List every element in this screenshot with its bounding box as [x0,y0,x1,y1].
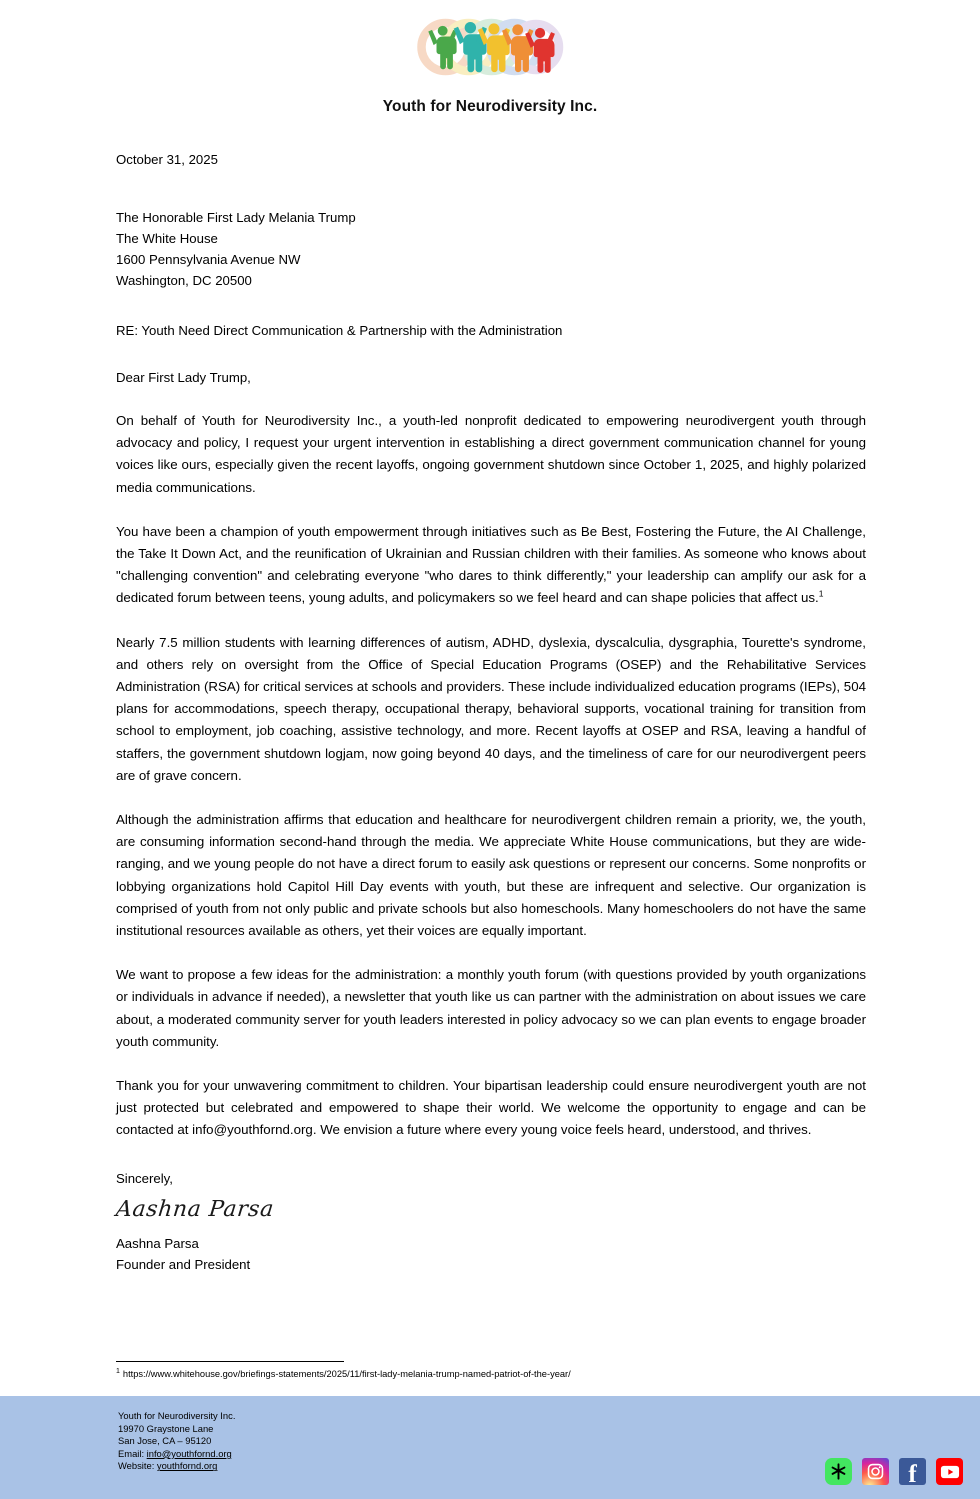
signer-name: Aashna Parsa [116,1235,199,1251]
footer-email-label: Email: [118,1447,147,1459]
youtube-icon[interactable] [936,1458,963,1485]
letterhead [0,0,980,116]
footnote-area [116,1361,876,1381]
signature-image: Aashna Parsa [114,1196,276,1222]
facebook-icon[interactable] [899,1458,926,1485]
letter-date: October 31, 2025 [116,152,218,167]
five-people-holding-hands-logo [403,14,578,86]
page-footer [0,1396,980,1499]
body-paragraph: Although the administration affirms that education and healthcare for neurodivergent children remain a priority, we, the youth, are consuming information second-hand through the media. We appreciate White House communications, but they are wide-ranging, and we young people do not have a direct forum to easily ask questions or represent our concerns. Some nonprofits or lobbying organizations hold Capitol Hill Day events with youth, but these are infrequent and selective. Our organization is comprised of youth from not only public and private schools but also homeschools. Many homeschoolers do not have the same institutional resources available as others, yet their voices are equally important. [116,812,866,939]
footer-website-line [118,1460,235,1473]
recipient-address [116,207,866,291]
closing: Sincerely, [116,1170,173,1186]
footer-website-label: Website: [118,1460,157,1472]
footer-org-name: Youth for Neurodiversity Inc. [118,1410,236,1421]
body-paragraph [116,521,866,610]
recipient-line: Washington, DC 20500 [116,273,252,288]
salutation: Dear First Lady Trump, [116,370,251,385]
footer-website-link[interactable]: youthfornd.org [156,1460,218,1472]
body-paragraph: We want to propose a few ideas for the administration: a monthly youth forum (with questions provided by youth organizations or individuals in advance if needed), a newsletter that youth like us can partner with the administration on about issues we care about, a moderated community server for youth leaders interested in policy advocacy so we can plan events to engage broader youth community. [116,967,866,1049]
footer-city-state-zip: San Jose, CA – 95120 [118,1435,212,1447]
linktree-icon[interactable] [825,1458,852,1485]
instagram-icon[interactable] [862,1458,889,1485]
footnote-marker: 1 [818,589,824,599]
footer-street: 19970 Graystone Lane [118,1422,214,1434]
subject-line: RE: Youth Need Direct Communication & Partnership with the Administration [116,323,563,338]
footnote-entry [116,1368,876,1381]
footnote-url[interactable]: https://www.whitehouse.gov/briefings-statements/2025/11/first-lady-melania-trump-named-patriot-of-the-year/ [122,1369,571,1379]
footer-email-line [118,1448,235,1461]
body-paragraph: Thank you for your unwavering commitment to children. Your bipartisan leadership could ensure neurodivergent youth are not just protected but celebrated and empowered to shape their world. We welcome the opportunity to engage and can be contacted at info@youthfornd.org. We envision a future where every young voice feels heard, understood, and thrives. [116,1078,866,1138]
letter-body [116,150,866,1275]
social-links [825,1458,963,1485]
recipient-line: 1600 Pennsylvania Avenue NW [116,252,301,267]
footnote-number: 1 [116,1367,120,1375]
body-paragraph: Nearly 7.5 million students with learning differences of autism, ADHD, dyslexia, dyscalculia, dysgraphia, Tourette's syndrome, and others rely on oversight from the Office of Special Education Programs (OSEP) and the Rehabilitative Services Administration (RSA) for critical services at schools and providers. These include individualized education programs (IEPs), 504 plans for accommodations, speech therapy, occupational therapy, behavioral supports, vocational training for transition from school to employment, job coaching, assistive technology, and more. Recent layoffs at OSEP and RSA, leaving a handful of staffers, the government shutdown logjam, now going beyond 40 days, and the timeliness of care for our neurodivergent peers are of grave concern. [116,634,866,783]
recipient-line: The Honorable First Lady Melania Trump [116,210,356,225]
organization-name: Youth for Neurodiversity Inc. [382,98,598,115]
footnote-separator [116,1361,344,1362]
signer-title: Founder and President [116,1256,251,1272]
body-paragraph: On behalf of Youth for Neurodiversity Inc., a youth-led nonprofit dedicated to empowering neurodivergent youth through advocacy and policy, I request your urgent intervention in establishing a direct government communication channel for young voices like ours, especially given the recent layoffs, ongoing government shutdown since October 1, 2025, and highly polarized media communications. [116,413,866,495]
facebook-f-glyph: f [908,1461,917,1485]
footer-email-link[interactable]: info@youthfornd.org [146,1447,232,1459]
footer-contact-block [118,1410,235,1473]
paragraph-text: You have been a champion of youth empowerment through initiatives such as Be Best, Fostering the Future, the AI Challenge, the Take It Down Act, and the reunification of Ukrainian and Russian children with their families. As someone who knows about "challenging convention" and celebrating everyone "who dares to think differently," your leadership can amplify our ask for a dedicated forum between teens, young adults, and policymakers so we feel heard and can shape policies that affect us. [116,523,866,606]
recipient-line: The White House [116,231,218,246]
